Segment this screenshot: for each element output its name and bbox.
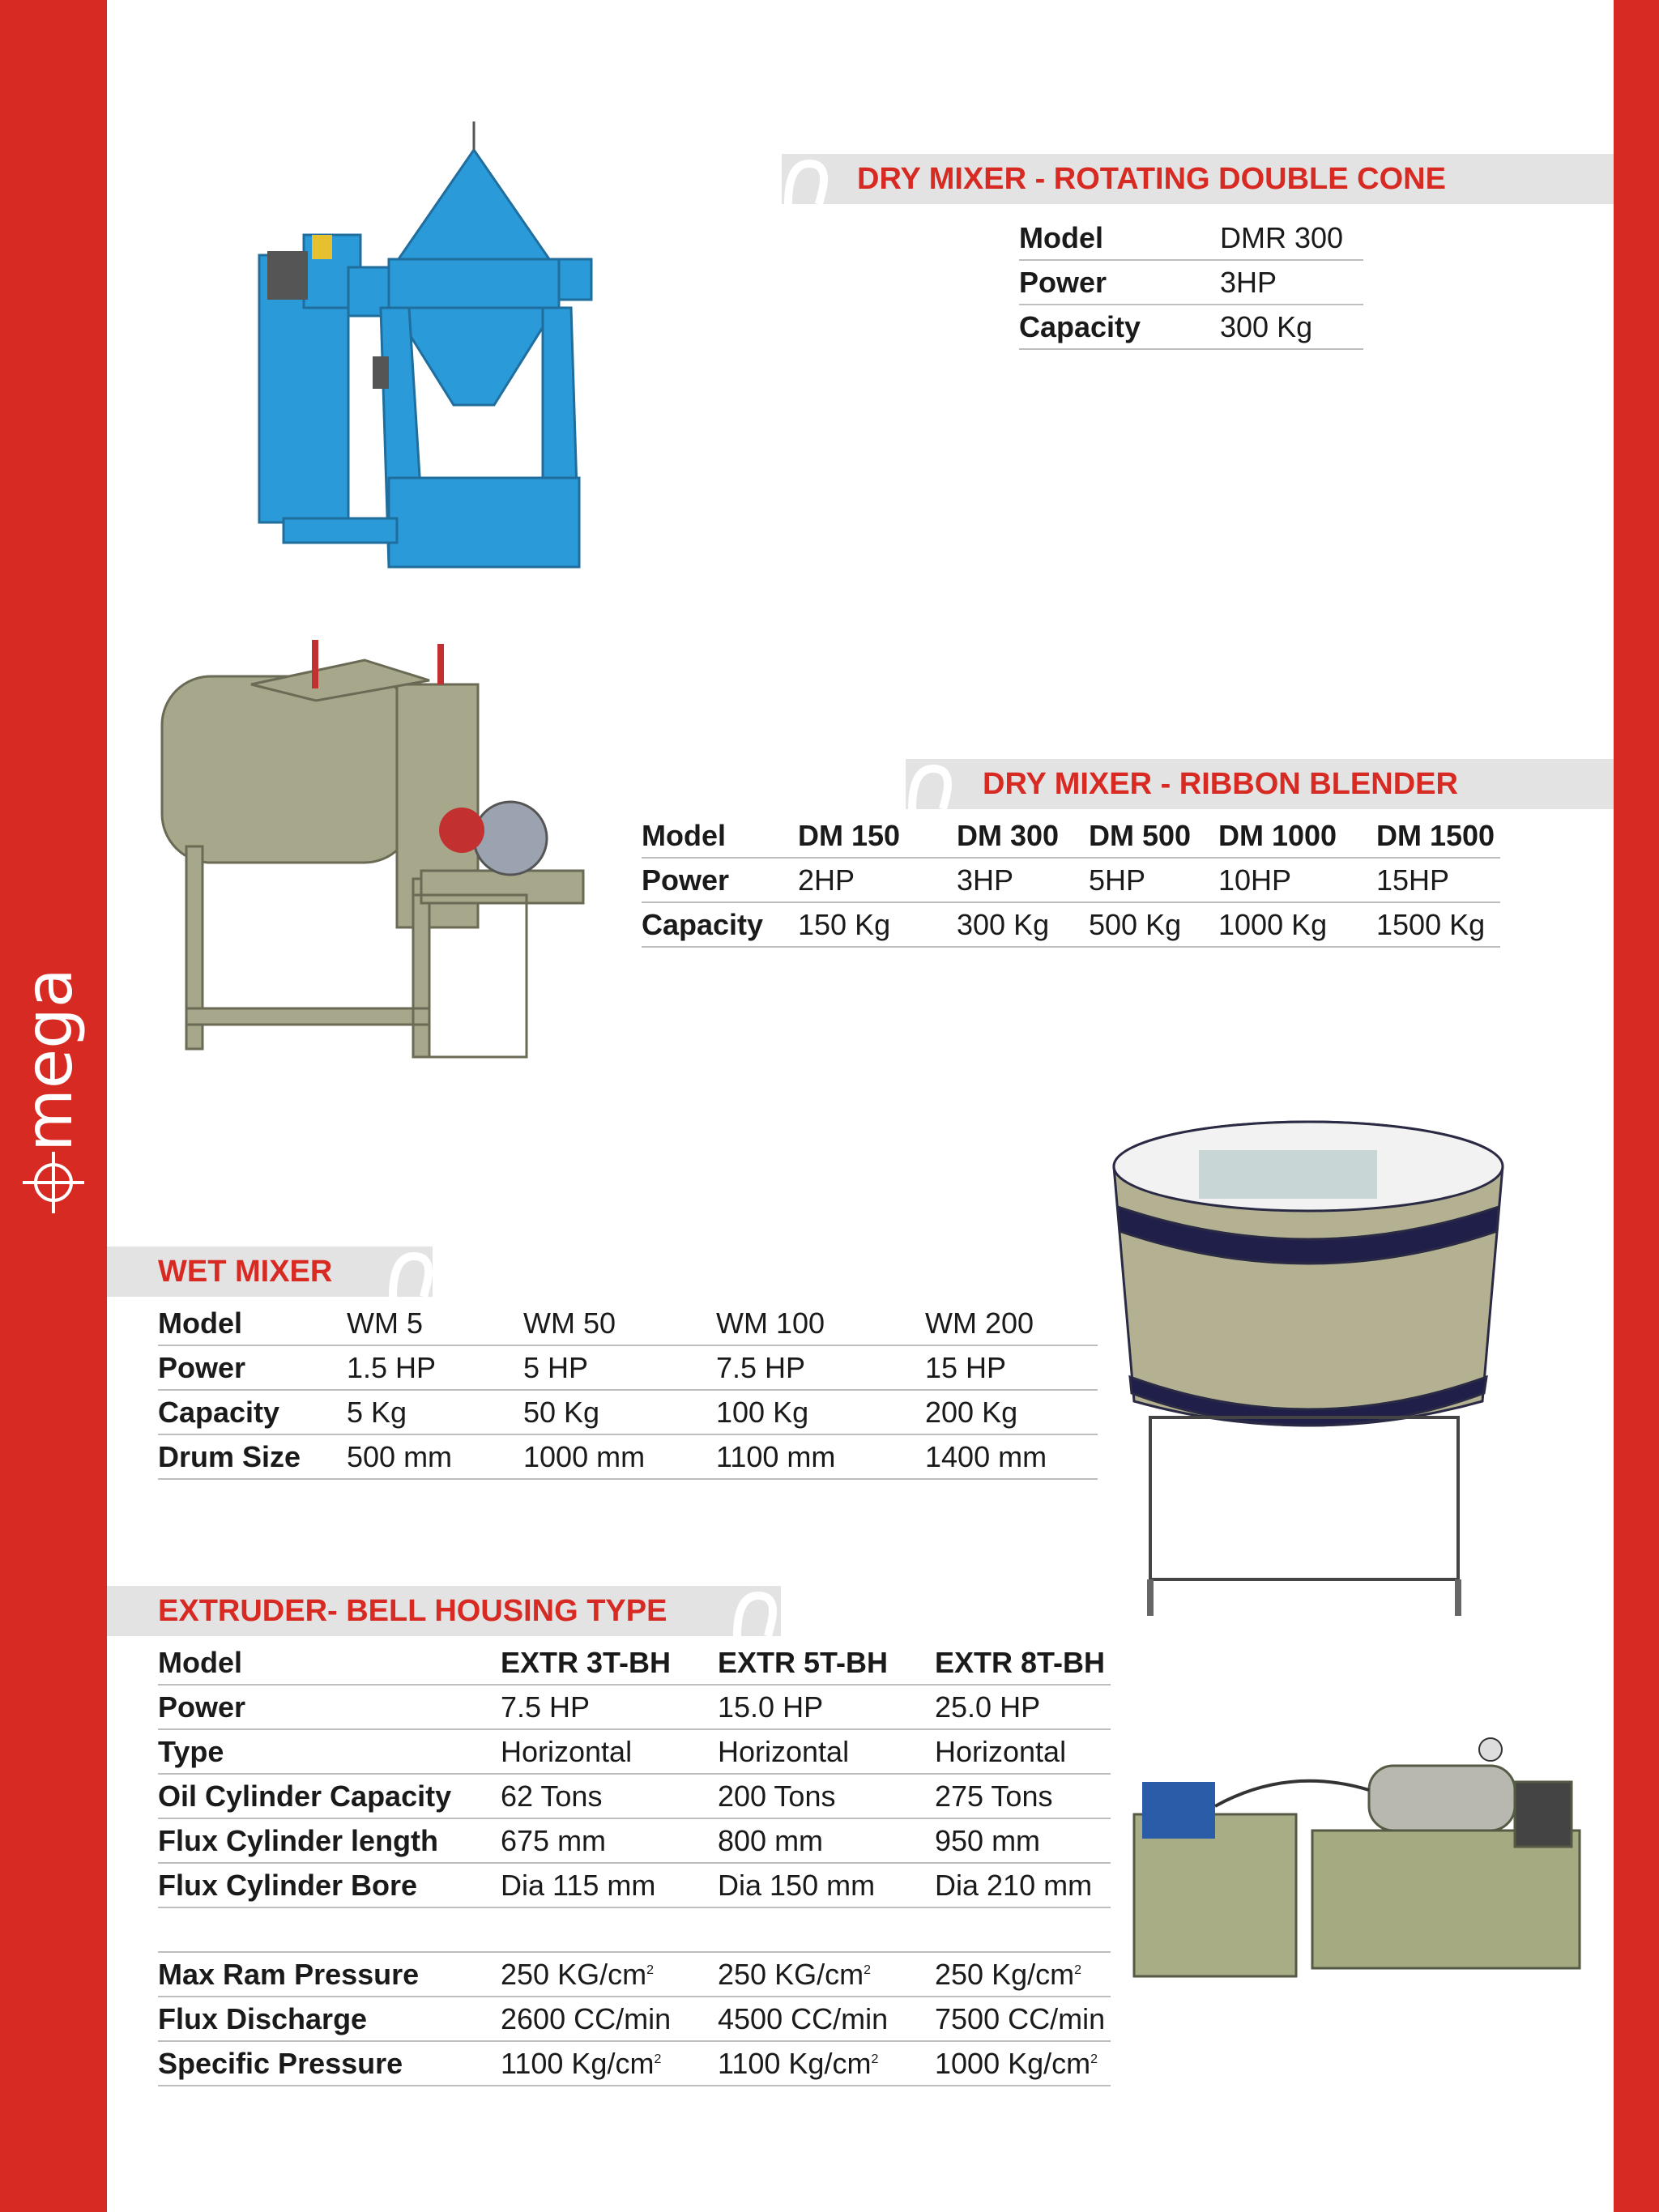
spec-value: 300 Kg xyxy=(957,902,1089,947)
spec-value: 1000 Kg xyxy=(1218,902,1376,947)
brand-logo xyxy=(0,940,107,1288)
table-row xyxy=(158,1345,1098,1390)
omega-icon xyxy=(782,159,832,204)
table-row xyxy=(158,1390,1098,1434)
table-row xyxy=(158,1729,1111,1774)
omega-icon xyxy=(386,1251,437,1297)
table-row xyxy=(158,1685,1111,1729)
spec-value: 500 mm xyxy=(347,1434,523,1479)
table-row xyxy=(158,1863,1111,1907)
spec-value: DM 300 xyxy=(957,814,1089,858)
spec-value: 5 HP xyxy=(523,1345,716,1390)
spec-value: 7500 CC/min xyxy=(935,1997,1111,2041)
double-cone-header xyxy=(782,154,1614,204)
spec-value: 1000 $Kg/cm^2$ xyxy=(935,2041,1111,2086)
spec-value: 1100 $Kg/cm^2$ xyxy=(501,2041,718,2086)
spec-value: DMR 300 xyxy=(1220,216,1363,260)
spec-value: 1100 mm xyxy=(716,1434,925,1479)
spec-value: WM 50 xyxy=(523,1302,716,1345)
table-row xyxy=(642,858,1500,902)
spec-value: WM 100 xyxy=(716,1302,925,1345)
spec-value: 500 Kg xyxy=(1089,902,1218,947)
spec-label: Capacity xyxy=(642,902,798,947)
spec-value: 300 Kg xyxy=(1220,305,1363,349)
ribbon-header xyxy=(906,759,1614,809)
spec-value: 15.0 HP xyxy=(718,1685,935,1729)
spec-value: EXTR 5T-BH xyxy=(718,1641,935,1685)
spec-label: Flux Discharge xyxy=(158,1997,501,2041)
spec-label: Drum Size xyxy=(158,1434,347,1479)
spec-value: 150 Kg xyxy=(798,902,957,947)
spec-value: 675 mm xyxy=(501,1818,718,1863)
spec-value: 1100 $Kg/cm^2$ xyxy=(718,2041,935,2086)
spec-value: 3HP xyxy=(957,858,1089,902)
wet-mixer-title: WET MIXER xyxy=(158,1255,333,1289)
spec-value: Dia 115 mm xyxy=(501,1863,718,1907)
table-row xyxy=(158,1302,1098,1345)
spec-value: 5 Kg xyxy=(347,1390,523,1434)
spec-value: 1000 mm xyxy=(523,1434,716,1479)
spec-value: 100 Kg xyxy=(716,1390,925,1434)
extruder-spec-table xyxy=(158,1641,1111,2086)
extruder-image xyxy=(1126,1733,1596,2009)
table-row xyxy=(642,814,1500,858)
spec-value: 275 Tons xyxy=(935,1774,1111,1818)
spec-label: Power xyxy=(158,1345,347,1390)
spec-value: 250 $Kg/cm^2$ xyxy=(935,1952,1111,1997)
spec-value: Dia 210 mm xyxy=(935,1863,1111,1907)
spec-value: 10HP xyxy=(1218,858,1376,902)
spec-label: Max Ram Pressure xyxy=(158,1952,501,1997)
table-row xyxy=(158,1641,1111,1685)
spec-value: DM 500 xyxy=(1089,814,1218,858)
table-row xyxy=(642,902,1500,947)
table-row xyxy=(158,1997,1111,2041)
spec-value: 1400 mm xyxy=(925,1434,1098,1479)
spec-label: Model xyxy=(1019,216,1220,260)
spec-value: 950 mm xyxy=(935,1818,1111,1863)
spec-value: 50 Kg xyxy=(523,1390,716,1434)
brand-wordmark: mega xyxy=(11,968,87,1152)
spec-value: 800 mm xyxy=(718,1818,935,1863)
spec-value: 4500 CC/min xyxy=(718,1997,935,2041)
wet-mixer-spec-table xyxy=(158,1302,1098,1480)
spec-label: Power xyxy=(642,858,798,902)
spec-value: 2HP xyxy=(798,858,957,902)
spec-value: Dia 150 mm xyxy=(718,1863,935,1907)
spec-label: Specific Pressure xyxy=(158,2041,501,2086)
spec-value: 250 $KG/cm^2$ xyxy=(501,1952,718,1997)
table-row xyxy=(158,1434,1098,1479)
spec-value: Horizontal xyxy=(718,1729,935,1774)
ribbon-title: DRY MIXER - RIBBON BLENDER xyxy=(983,767,1458,801)
spec-label: Model xyxy=(158,1302,347,1345)
spec-value: 2600 CC/min xyxy=(501,1997,718,2041)
spec-label: Model xyxy=(642,814,798,858)
spec-value: WM 5 xyxy=(347,1302,523,1345)
spec-value: EXTR 8T-BH xyxy=(935,1641,1111,1685)
spec-label: Type xyxy=(158,1729,501,1774)
spec-value: 15HP xyxy=(1376,858,1500,902)
spec-value: 62 Tons xyxy=(501,1774,718,1818)
spec-value: 1.5 HP xyxy=(347,1345,523,1390)
omega-icon xyxy=(906,764,956,809)
spec-label: Capacity xyxy=(158,1390,347,1434)
spec-value: EXTR 3T-BH xyxy=(501,1641,718,1685)
spec-value: Horizontal xyxy=(501,1729,718,1774)
spec-value: 15 HP xyxy=(925,1345,1098,1390)
right-red-bar xyxy=(1614,0,1659,2212)
spec-value: 3HP xyxy=(1220,260,1363,305)
wet-mixer-header xyxy=(107,1247,433,1297)
extruder-title: EXTRUDER- BELL HOUSING TYPE xyxy=(158,1594,667,1628)
spec-label: Power xyxy=(158,1685,501,1729)
spec-label: Capacity xyxy=(1019,305,1220,349)
spec-value: 25.0 HP xyxy=(935,1685,1111,1729)
spec-value: 200 Kg xyxy=(925,1390,1098,1434)
spec-label: Model xyxy=(158,1641,501,1685)
table-row xyxy=(158,1952,1111,1997)
spec-label: Power xyxy=(1019,260,1220,305)
wet-mixer-image xyxy=(1102,1110,1523,1620)
table-spacer-row xyxy=(158,1907,1111,1952)
table-row xyxy=(158,2041,1111,2086)
spec-value: DM 1000 xyxy=(1218,814,1376,858)
double-cone-mixer-image xyxy=(251,113,737,599)
table-row xyxy=(158,1774,1111,1818)
table-row xyxy=(1019,305,1363,349)
spec-value: Horizontal xyxy=(935,1729,1111,1774)
spec-value: DM 1500 xyxy=(1376,814,1500,858)
spec-value: 1500 Kg xyxy=(1376,902,1500,947)
double-cone-title: DRY MIXER - ROTATING DOUBLE CONE xyxy=(857,162,1446,196)
spec-value: WM 200 xyxy=(925,1302,1098,1345)
spec-value: 5HP xyxy=(1089,858,1218,902)
table-row xyxy=(158,1818,1111,1863)
extruder-header xyxy=(107,1586,781,1636)
spec-label: Flux Cylinder length xyxy=(158,1818,501,1863)
spec-value: DM 150 xyxy=(798,814,957,858)
ribbon-blender-image xyxy=(154,636,624,1065)
omega-icon xyxy=(731,1591,781,1636)
spec-value: 7.5 HP xyxy=(716,1345,925,1390)
spec-label: Oil Cylinder Capacity xyxy=(158,1774,501,1818)
spec-label: Flux Cylinder Bore xyxy=(158,1863,501,1907)
double-cone-spec-table xyxy=(1019,216,1363,350)
spec-value: 200 Tons xyxy=(718,1774,935,1818)
spec-value: 7.5 HP xyxy=(501,1685,718,1729)
table-row xyxy=(1019,216,1363,260)
table-row xyxy=(1019,260,1363,305)
ribbon-spec-table xyxy=(642,814,1500,948)
spec-value: 250 $KG/cm^2$ xyxy=(718,1952,935,1997)
